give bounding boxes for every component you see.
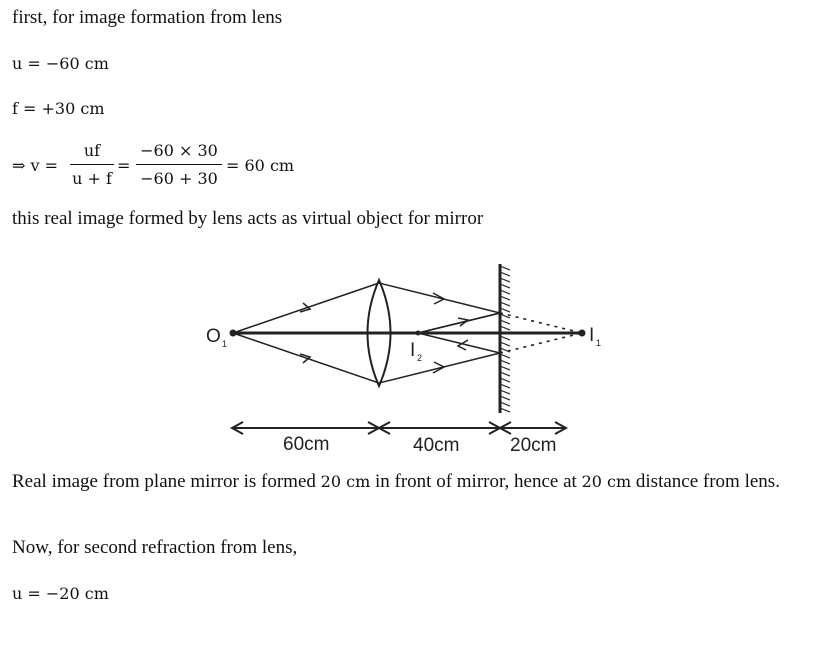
arrow-lower-incident [300,354,310,363]
ray-upper-incident [233,283,379,333]
virtual-extension-upper [500,313,582,333]
label-distance-60: 60cm [283,434,330,455]
second-refraction-text: Now, for second refraction from lens, [12,537,298,558]
ray-upper-refracted [379,283,500,313]
equation-u2: u = −20 cm [12,584,109,603]
label-object: O [206,326,221,347]
label-distance-40: 40cm [413,435,460,456]
equation-f: f = +30 cm [12,99,105,118]
label-object-sub: 1 [222,339,228,349]
intro-text: first, for image formation from lens [12,7,283,28]
equation-v-result: = 60 cm [226,156,295,175]
equals-sign: = [117,156,131,175]
mirror-image-paragraph: Real image from plane mirror is formed 20 cm in front of mirror, hence at 20 cm distance from lens. [12,471,780,492]
fraction-values-denominator: −60 + 30 [140,169,218,188]
label-distance-20: 20cm [510,435,557,456]
dimension-lines [232,422,566,434]
virtual-extension-lower [500,333,582,353]
equation-v-lhs: ⇒ v = [12,156,59,175]
ray-lower-incident [233,333,379,383]
label-image2-sub: 2 [417,353,423,363]
equation-u: u = −60 cm [12,54,109,73]
arrow-upper-incident [300,303,310,312]
fraction-uf-numerator: uf [83,141,101,160]
ray-lower-refracted [379,353,500,383]
fraction-uf-denominator: u + f [72,169,112,188]
virtual-object-note: this real image formed by lens acts as virtual object for mirror [12,208,484,229]
label-image1: I [589,325,595,346]
fraction-values-numerator: −60 × 30 [140,141,218,160]
label-image1-sub: 1 [596,338,602,348]
label-image2: I [410,340,416,361]
ray-lower-reflected [418,333,500,353]
